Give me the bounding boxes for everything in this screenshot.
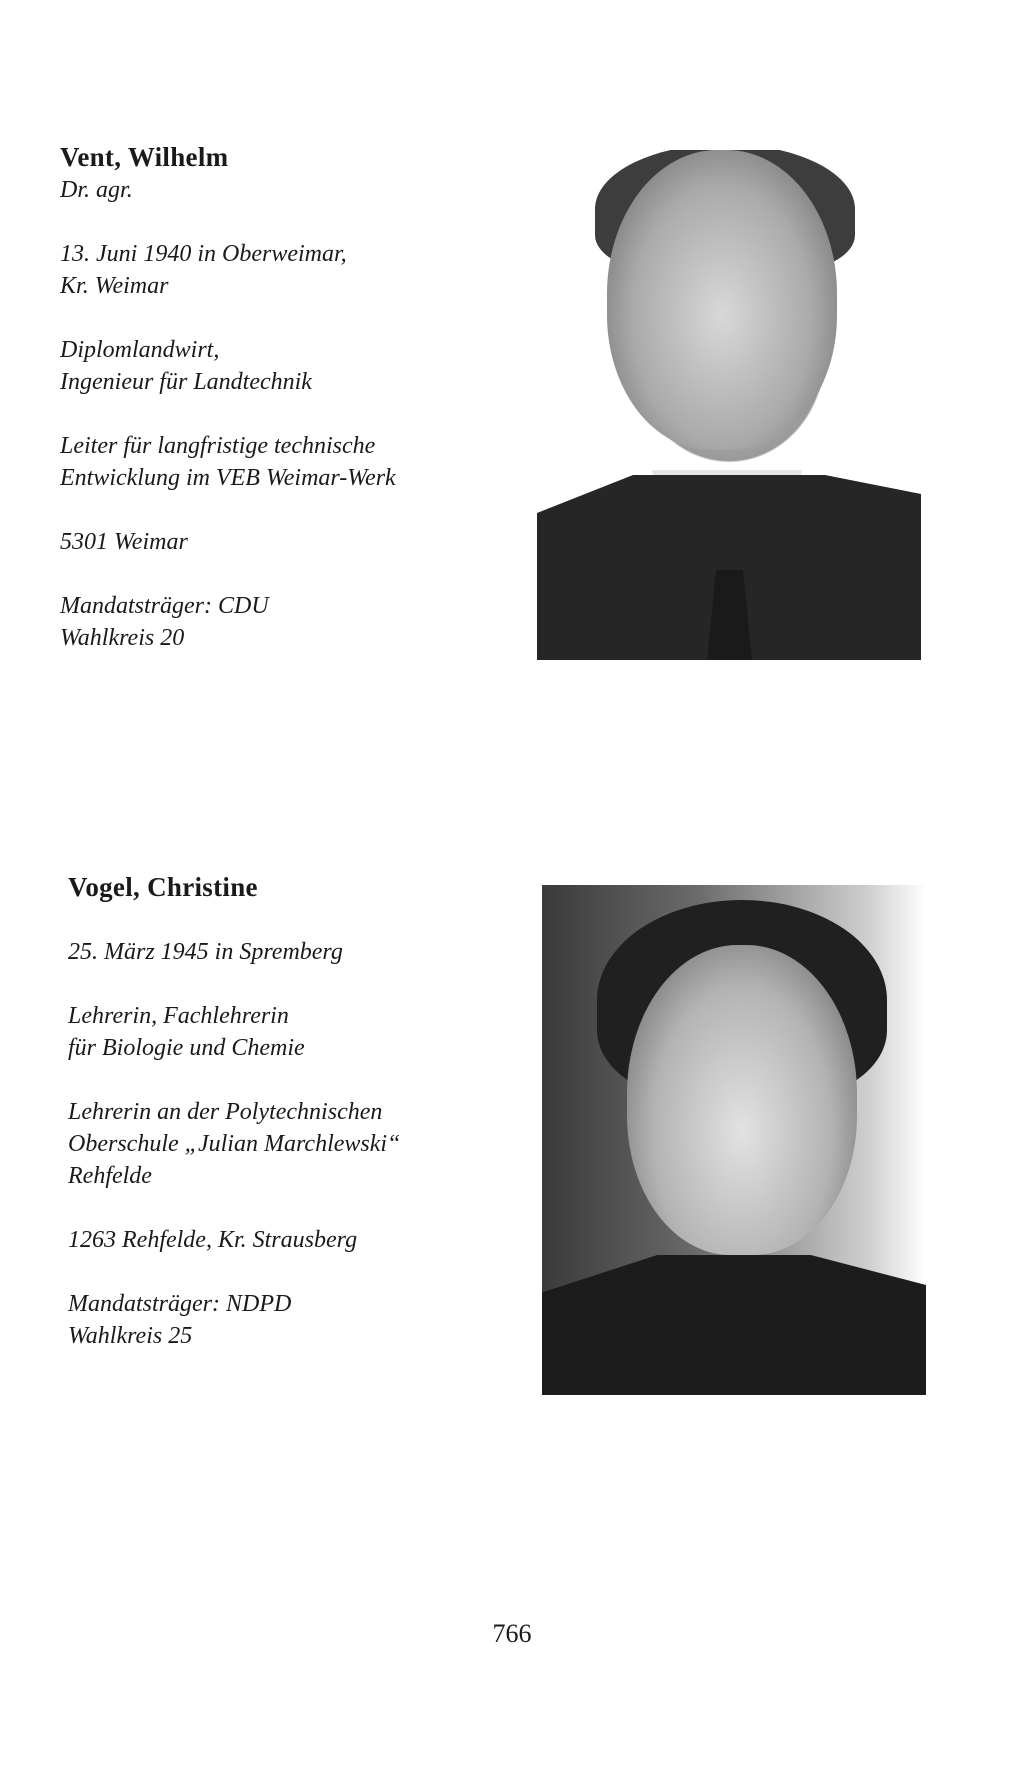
profession-line-1: Diplomlandwirt, <box>60 337 220 363</box>
position-line-1: Leiter für langfristige technische <box>60 433 376 459</box>
photo-clothing <box>542 1255 926 1395</box>
birth-line-2: Kr. Weimar <box>60 273 169 299</box>
position-line-1: Lehrerin an der Polytechnischen <box>68 1099 383 1125</box>
profession-line-2: für Biologie und Chemie <box>68 1035 305 1061</box>
mandate: Mandatsträger: CDU <box>60 593 269 619</box>
profession-line-1: Lehrerin, Fachlehrerin <box>68 1003 289 1029</box>
position-line-2: Entwicklung im VEB Weimar-Werk <box>60 465 396 491</box>
constituency: Wahlkreis 25 <box>68 1323 193 1349</box>
portrait-photo <box>537 150 921 660</box>
entry-vent-wilhelm <box>0 0 1024 700</box>
photo-head <box>627 945 857 1255</box>
address: 5301 Weimar <box>60 529 188 555</box>
page-number: 766 <box>492 1619 532 1648</box>
entry-vogel-christine <box>0 700 1024 1460</box>
position-line-2: Oberschule „Julian Marchlewski“ <box>68 1131 401 1157</box>
profession-line-2: Ingenieur für Landtechnik <box>60 369 312 395</box>
person-name: Vogel, Christine <box>68 872 258 902</box>
birth-line-1: 13. Juni 1940 in Oberweimar, <box>60 241 347 267</box>
entry-text <box>68 870 508 1352</box>
portrait-photo <box>542 885 926 1395</box>
constituency: Wahlkreis 20 <box>60 625 185 651</box>
academic-title: Dr. agr. <box>60 177 133 203</box>
birth-line-1: 25. März 1945 in Spremberg <box>68 939 343 965</box>
mandate: Mandatsträger: NDPD <box>68 1291 292 1317</box>
position-line-3: Rehfelde <box>68 1163 152 1189</box>
address: 1263 Rehfelde, Kr. Strausberg <box>68 1227 358 1253</box>
photo-head <box>607 150 837 450</box>
person-name: Vent, Wilhelm <box>60 142 229 172</box>
entry-text <box>60 140 500 654</box>
